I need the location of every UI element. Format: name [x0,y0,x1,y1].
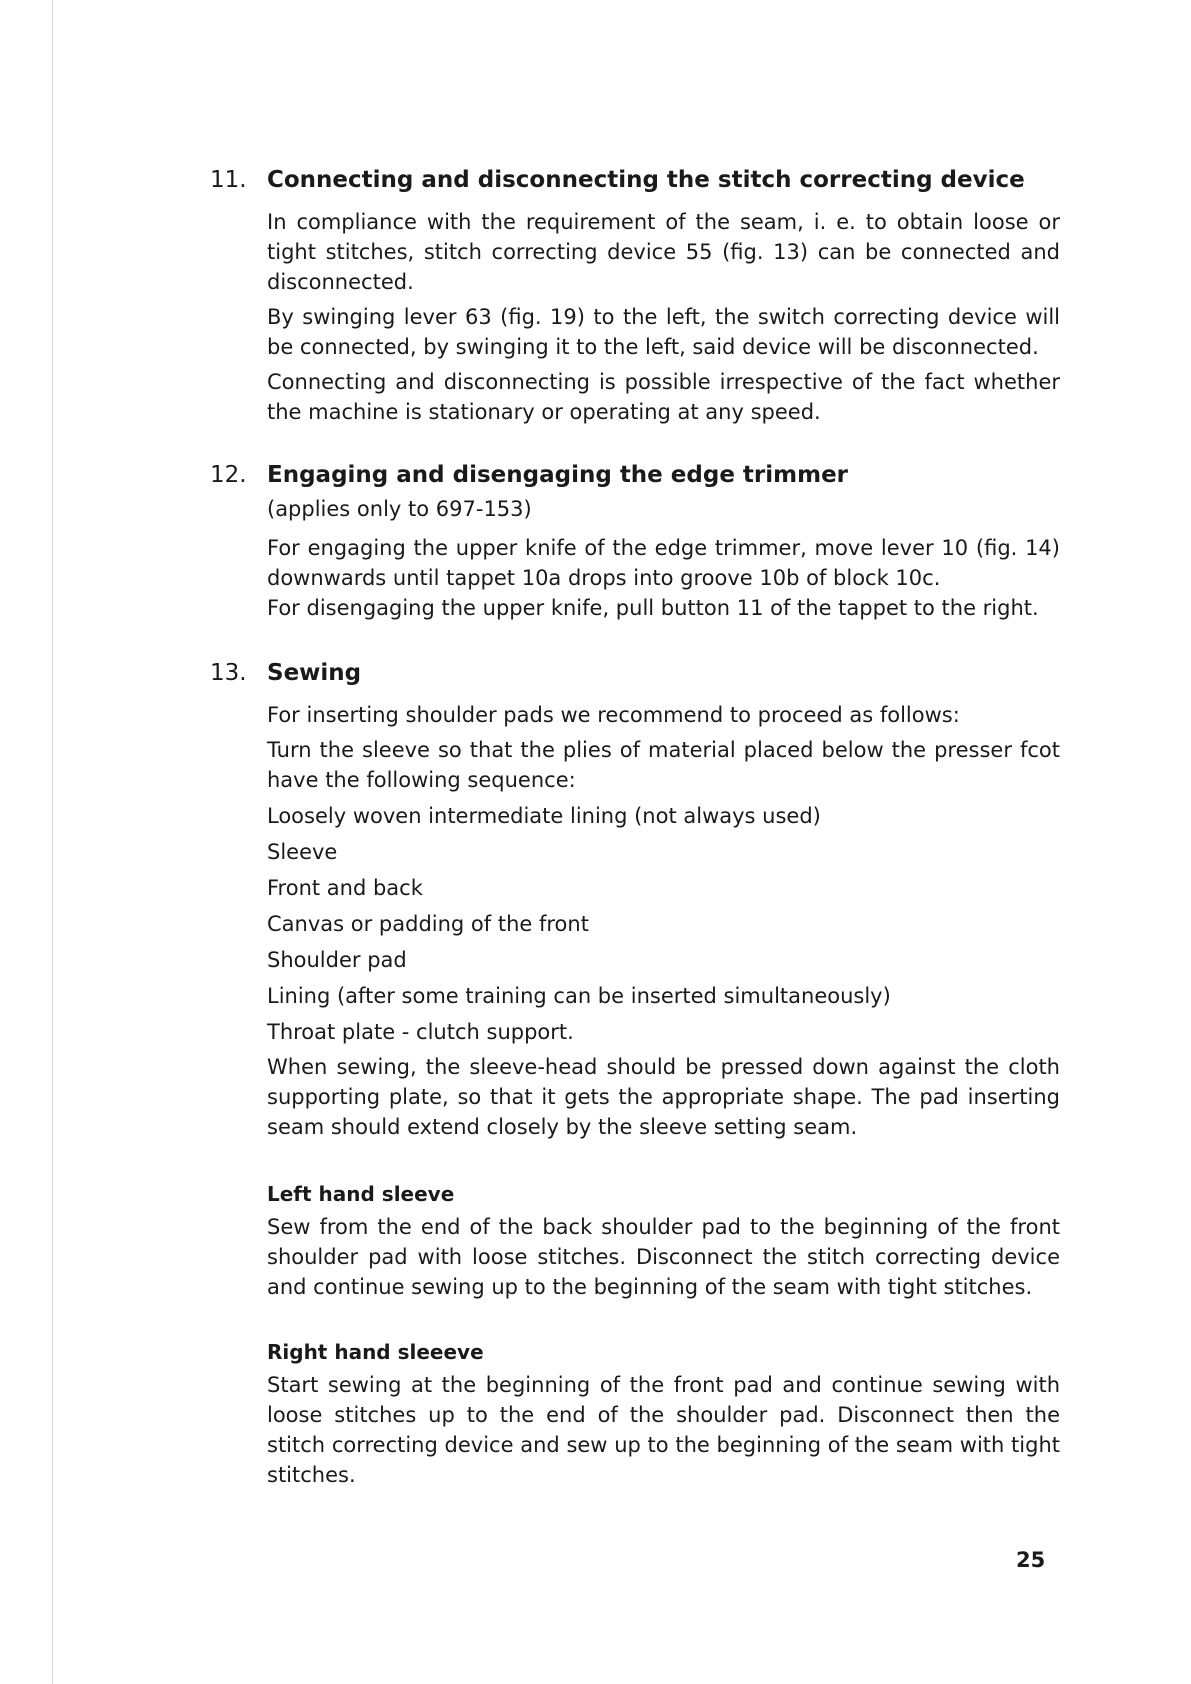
paragraph: Sew from the end of the back shoulder pad to the beginning of the front shoulder pad with loose stitches. Disconnect the stitch correcting device and continue sewing up to the beginning of the seam with tight stitches. [267,1215,1060,1299]
section-number: 12. [210,462,247,488]
sequence-item: Sleeve [267,840,338,864]
paragraph: For disengaging the upper knife, pull button 11 of the tappet to the right. [267,596,1039,620]
section-12 [210,460,1060,623]
section-11 [210,165,1060,427]
sequence-item: Front and back [267,876,423,900]
section-number: 13. [210,660,247,686]
page-content [210,165,1060,1490]
sequence-item: Shoulder pad [267,948,407,972]
sequence-item: Throat plate - clutch support. [267,1020,574,1044]
right-sleeve-heading: Right hand sleeeve [267,1340,484,1364]
section-13 [210,658,1060,1490]
paragraph: For inserting shoulder pads we recommend to proceed as follows: [267,703,960,727]
sequence-item: Canvas or padding of the front [267,912,589,936]
paragraph: For engaging the upper knife of the edge trimmer, move lever 10 (fig. 14) downwards until tappet 10a drops into groove 10b of block 10c. [267,536,1060,590]
section-title: Engaging and disengaging the edge trimmer [267,462,849,488]
left-sleeve-heading: Left hand sleeve [267,1182,455,1206]
section-title: Connecting and disconnecting the stitch correcting device [267,167,1025,193]
section-title: Sewing [267,660,362,686]
paragraph: Connecting and disconnecting is possible irrespective of the fact whether the machine is stationary or operating at any speed. [267,370,1060,424]
paragraph: Turn the sleeve so that the plies of material placed below the presser fcot have the following sequence: [267,738,1060,792]
paragraph: By swinging lever 63 (fig. 19) to the left, the switch correcting device will be connected, by swinging it to the left, said device will be disconnected. [267,305,1060,359]
paragraph: When sewing, the sleeve-head should be pressed down against the cloth supporting plate, so that it gets the appropriate shape. The pad inserting seam should extend closely by the sleeve setting seam. [267,1055,1060,1139]
section-note: (applies only to 697-153) [267,497,532,521]
paragraph: Start sewing at the beginning of the front pad and continue sewing with loose stitches up to the end of the shoulder pad. Disconnect then the stitch correcting device and sew up to the beginning of the seam with tight stitches. [267,1373,1060,1487]
page-binding-edge [52,0,53,1684]
sequence-item: Lining (after some training can be inserted simultaneously) [267,984,891,1008]
section-number: 11. [210,167,247,193]
page-number: 25 [1016,1548,1046,1572]
sequence-item: Loosely woven intermediate lining (not always used) [267,804,821,828]
paragraph: In compliance with the requirement of the seam, i. e. to obtain loose or tight stitches, stitch correcting device 55 (fig. 13) can be connected and disconnected. [267,210,1060,294]
